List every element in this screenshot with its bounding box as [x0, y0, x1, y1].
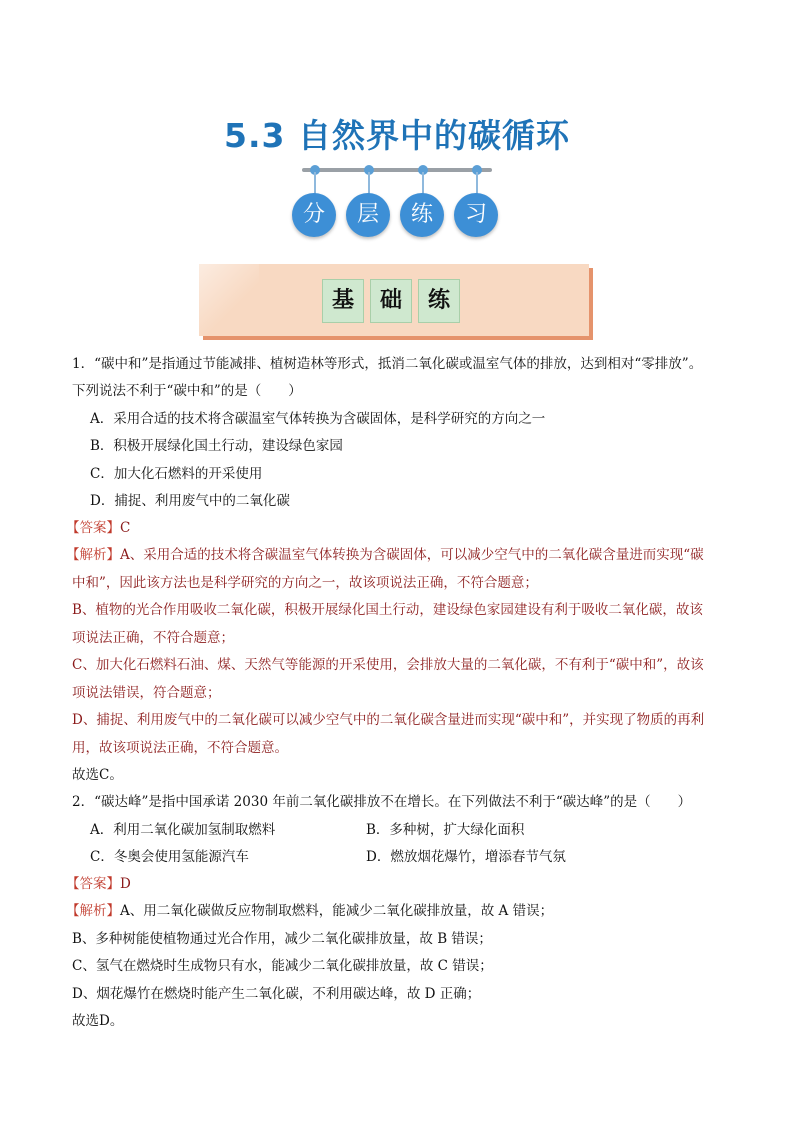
analysis-text: A、采用合适的技术将含碳温室气体转换为含碳固体，可以减少空气中的二氧化碳含量进而实现“碳	[120, 547, 704, 563]
q2-analysis-a	[66, 899, 553, 919]
rail-link	[368, 172, 370, 194]
q1-analysis-b2: 项说法正确，不符合题意；	[72, 630, 234, 646]
q2-option-b: B．多种树，扩大绿化面积	[366, 822, 525, 838]
answer-label: 【答案】	[66, 520, 120, 536]
q2-option-a: A．利用二氧化碳加氢制取燃料	[90, 822, 276, 838]
section-banner	[199, 264, 589, 336]
q1-analysis-d1: D、捕捉、利用废气中的二氧化碳可以减少空气中的二氧化碳含量进而实现“碳中和”，并实现了物质的再利	[72, 712, 705, 728]
q1-option-a: A．采用合适的技术将含碳温室气体转换为含碳固体，是科学研究的方向之一	[90, 411, 546, 427]
q2-options-row2	[90, 845, 566, 865]
section-tile: 基	[322, 279, 364, 323]
badge-circle: 习	[454, 193, 498, 237]
decorative-rail	[302, 168, 492, 172]
q2-stem: 2．“碳达峰”是指中国承诺 2030 年前二氧化碳排放不在增长。在下列做法不利于“碳达峰”的是（ ）	[72, 794, 692, 810]
q1-analysis-d2: 用，故该项说法正确，不符合题意。	[72, 740, 288, 756]
layered-practice-badges	[292, 193, 502, 239]
q1-option-c: C．加大化石燃料的开采使用	[90, 466, 263, 482]
q1-conclusion: 故选C。	[72, 767, 123, 783]
section-tile: 练	[418, 279, 460, 323]
q1-analysis-c2: 项说法错误，符合题意；	[72, 685, 221, 701]
analysis-label: 【解析】	[66, 547, 120, 563]
badge-circle: 层	[346, 193, 390, 237]
analysis-text: A、用二氧化碳做反应物制取燃料，能减少二氧化碳排放量，故 A 错误；	[120, 903, 554, 919]
analysis-label: 【解析】	[66, 903, 120, 919]
q1-stem-line1: 1．“碳中和”是指通过节能减排、植树造林等形式，抵消二氧化碳或温室气体的排放，达到相对“零排放”。	[72, 356, 703, 372]
q1-analysis-c1: C、加大化石燃料石油、煤、天然气等能源的开采使用，会排放大量的二氧化碳，不有利于“碳中和”，故该	[72, 657, 704, 673]
q2-analysis-d: D、烟花爆竹在燃烧时能产生二氧化碳，不利用碳达峰，故 D 正确；	[72, 986, 481, 1002]
answer-label: 【答案】	[66, 876, 120, 892]
rail-link	[476, 172, 478, 194]
badge-circle: 分	[292, 193, 336, 237]
badge-circle: 练	[400, 193, 444, 237]
answer-value: D	[120, 876, 131, 892]
banner-stripe	[199, 264, 259, 336]
rail-link	[314, 172, 316, 194]
q2-conclusion: 故选D。	[72, 1013, 124, 1029]
rail-link	[422, 172, 424, 194]
q2-analysis-b: B、多种树能使植物通过光合作用，减少二氧化碳排放量，故 B 错误；	[72, 931, 492, 947]
q1-analysis-a1	[66, 543, 704, 563]
q1-answer	[66, 516, 130, 536]
q1-option-b: B．积极开展绿化国土行动，建设绿色家园	[90, 438, 343, 454]
q2-option-c: C．冬奥会使用氢能源汽车	[90, 849, 249, 865]
q1-analysis-b1: B、植物的光合作用吸收二氧化碳，积极开展绿化国土行动，建设绿色家园建设有利于吸收二氧化碳，故该	[72, 602, 703, 618]
page-title: 5.3 自然界中的碳循环	[224, 116, 570, 155]
q2-analysis-c: C、氢气在燃烧时生成物只有水，能减少二氧化碳排放量，故 C 错误；	[72, 958, 493, 974]
q2-options-row1	[90, 818, 525, 838]
section-tile: 础	[370, 279, 412, 323]
answer-value: C	[120, 520, 131, 536]
q2-answer	[66, 872, 131, 892]
q1-stem-line2: 下列说法不利于“碳中和”的是（ ）	[72, 383, 302, 399]
q1-analysis-a2: 中和”，因此该方法也是科学研究的方向之一，故该项说法正确，不符合题意；	[72, 575, 538, 591]
q2-option-d: D．燃放烟花爆竹，增添春节气氛	[366, 849, 566, 865]
q1-option-d: D．捕捉、利用废气中的二氧化碳	[90, 493, 290, 509]
